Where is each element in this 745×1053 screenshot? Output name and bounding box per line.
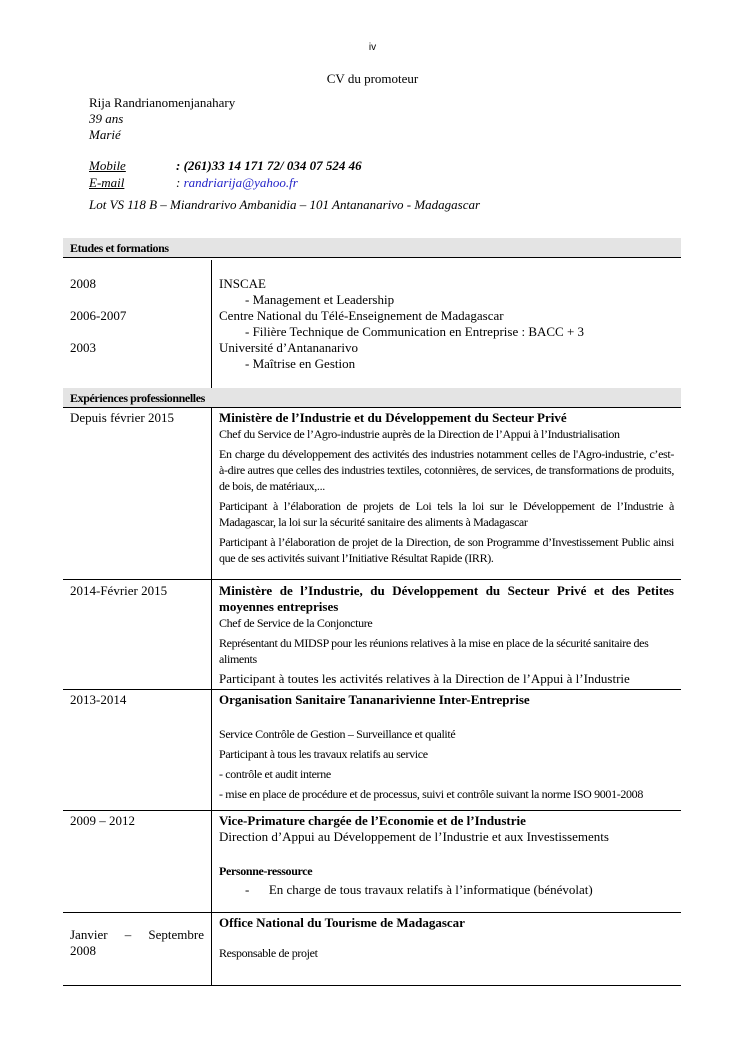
mobile-label: Mobile (89, 158, 126, 173)
page-number: iv (368, 42, 377, 53)
edu-detail: - Maîtrise en Gestion (245, 356, 356, 371)
exp-line: Direction d’Appui au Développement de l’Industrie et aux Investissements (219, 829, 609, 844)
experience-row (63, 811, 681, 913)
exp-line: Participant à toutes les activités relatives à la Direction de l’Appui à l’Industrie (219, 671, 630, 686)
exp-date: 2013-2014 (63, 690, 212, 811)
email-line (89, 175, 298, 191)
exp-org: Office National du Tourisme de Madagascar (219, 915, 465, 930)
address: Lot VS 118 B – Miandrarivo Ambanidia – 101 Antananarivo - Madagascar (89, 197, 481, 212)
exp-org: Vice-Primature chargée de l’Economie et de l’Industrie (219, 813, 526, 828)
exp-line: Participant à l’élaboration de projet de la Direction, de son Programme d’Investissement Public ainsi que de ses activités suivant l’Initiative Résultat Rapide (IRR). (219, 535, 674, 565)
edu-school: INSCAE (219, 276, 266, 291)
experience-row (63, 913, 681, 986)
exp-org: Organisation Sanitaire Tananarivienne Inter-Entreprise (219, 692, 530, 707)
exp-line: Service Contrôle de Gestion – Surveillance et qualité (219, 727, 456, 741)
edu-date: 2008 (70, 276, 96, 291)
exp-date: 2009 – 2012 (63, 811, 212, 913)
experience-table (63, 408, 681, 986)
exp-line: Représentant du MIDSP pour les réunions relatives à la mise en place de la sécurité sanitaire des aliments (219, 636, 649, 666)
exp-line: Chef du Service de l’Agro-industrie auprès de la Direction de l’Appui à l’Industrialisation (219, 427, 620, 441)
exp-line: Participant à l’élaboration de projets de Loi tels la loi sur le Développement de l’Industrie à Madagascar, la loi sur la sécurité sanitaire des aliments à Madagascar (219, 499, 674, 529)
exp-org: Ministère de l’Industrie, du Développement du Secteur Privé et des Petites moyennes entreprises (219, 583, 674, 614)
exp-line: Chef de Service de la Conjoncture (219, 616, 373, 630)
edu-detail: - Management et Leadership (245, 292, 395, 307)
email-sep: : (176, 175, 184, 190)
exp-date: Janvier – Septembre 2008 (63, 913, 212, 986)
person-age: 39 ans (89, 111, 124, 126)
exp-line: - contrôle et audit interne (219, 767, 331, 781)
education-table (63, 260, 681, 393)
page-title: CV du promoteur (326, 71, 419, 86)
person-name: Rija Randrianomenjanahary (89, 95, 236, 110)
edu-school: Centre National du Télé-Enseignement de Madagascar (219, 308, 504, 323)
exp-date: 2014-Février 2015 (63, 580, 212, 690)
exp-date: Depuis février 2015 (63, 408, 212, 580)
edu-detail: - Filière Technique de Communication en Entreprise : BACC + 3 (245, 324, 585, 339)
exp-line: - En charge de tous travaux relatifs à l’informatique (bénévolat) (245, 882, 593, 897)
exp-line: En charge du développement des activités des industries notamment celles de l'Agro-industrie, c’est-à-dire autres que celles des industries textiles, cotonnières, de services, de transformations de produits, de bois, de matériaux,... (219, 447, 674, 493)
exp-org: Ministère de l’Industrie et du Développement du Secteur Privé (219, 410, 567, 425)
exp-line: - mise en place de procédure et de processus, suivi et contrôle suivant la norme ISO 9001-2008 (219, 787, 643, 801)
person-status: Marié (89, 127, 121, 142)
exp-line: Responsable de projet (219, 946, 318, 960)
experience-row (63, 580, 681, 690)
experience-row (63, 408, 681, 580)
mobile-value: : (261)33 14 171 72/ 034 07 524 46 (176, 158, 362, 173)
exp-line: Participant à tous les travaux relatifs au service (219, 747, 428, 761)
mobile-line (89, 158, 362, 174)
education-row (63, 260, 681, 393)
edu-date: 2006-2007 (70, 308, 127, 323)
edu-school: Université d’Antananarivo (219, 340, 358, 355)
experience-heading: Expériences professionnelles (63, 388, 681, 408)
email-label: E-mail (89, 175, 125, 190)
experience-row (63, 690, 681, 811)
edu-date: 2003 (70, 340, 96, 355)
education-heading: Etudes et formations (63, 238, 681, 258)
exp-line: Personne-ressource (219, 864, 313, 878)
email-link[interactable]: randriarija@yahoo.fr (183, 175, 298, 190)
